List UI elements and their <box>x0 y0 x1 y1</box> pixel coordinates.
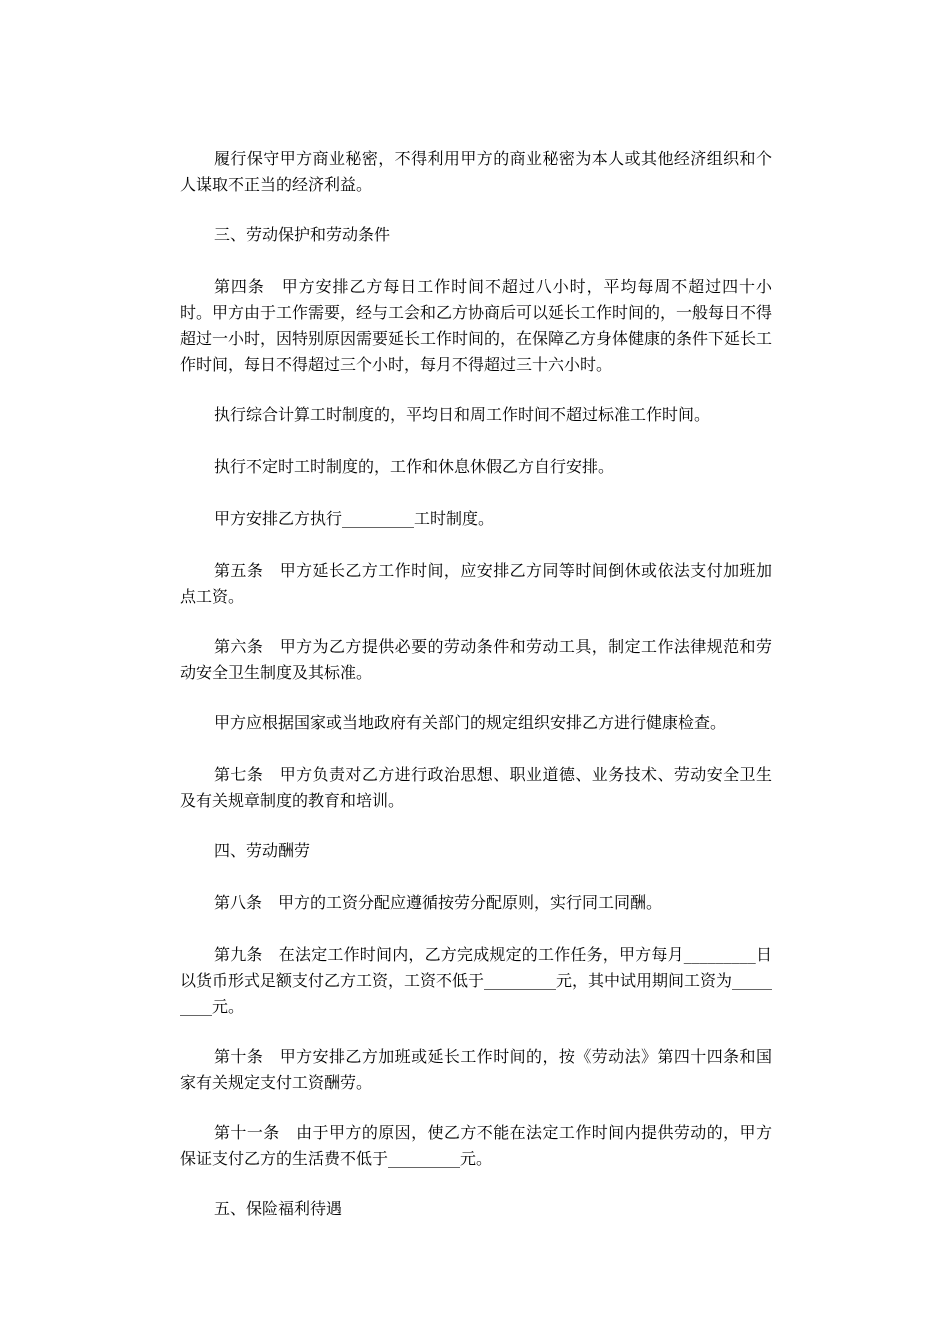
paragraph-article-11: 第十一条 由于甲方的原因，使乙方不能在法定工作时间内提供劳动的，甲方保证支付乙方的生活费不低于_________元。 <box>180 1123 772 1168</box>
paragraph-article-9: 第九条 在法定工作时间内，乙方完成规定的工作任务，甲方每月_________日以货币形式足额支付乙方工资，工资不低于_________元，其中试用期间工资为_________元。 <box>180 945 773 1016</box>
paragraph-hours-system: 甲方安排乙方执行_________工时制度。 <box>214 509 495 528</box>
paragraph-article-5: 第五条 甲方延长乙方工作时间，应安排乙方同等时间倒休或依法支付加班加点工资。 <box>180 561 772 606</box>
section-heading-remuneration: 四、劳动酬劳 <box>214 841 311 860</box>
section-heading-labor-protection: 三、劳动保护和劳动条件 <box>214 225 391 244</box>
section-heading-insurance-welfare: 五、保险福利待遇 <box>214 1199 343 1218</box>
document-page <box>180 146 772 1248</box>
paragraph-article-6: 第六条 甲方为乙方提供必要的劳动条件和劳动工具，制定工作法律规范和劳动安全卫生制度及其标准。 <box>180 637 772 682</box>
paragraph-flexible-hours: 执行不定时工时制度的，工作和休息休假乙方自行安排。 <box>214 457 615 476</box>
paragraph-article-7: 第七条 甲方负责对乙方进行政治思想、职业道德、业务技术、劳动安全卫生及有关规章制度的教育和培训。 <box>180 765 772 810</box>
paragraph-article-10: 第十条 甲方安排乙方加班或延长工作时间的，按《劳动法》第四十四条和国家有关规定支付工资酬劳。 <box>180 1047 772 1092</box>
paragraph-article-8: 第八条 甲方的工资分配应遵循按劳分配原则，实行同工同酬。 <box>214 893 663 912</box>
paragraph-comprehensive-hours: 执行综合计算工时制度的，平均日和周工作时间不超过标准工作时间。 <box>214 405 711 424</box>
paragraph-article-4: 第四条 甲方安排乙方每日工作时间不超过八小时，平均每周不超过四十小时。甲方由于工作需要，经与工会和乙方协商后可以延长工作时间的，一般每日不得超过一小时，因特别原因需要延长工作时间的，在保障乙方身体健康的条件下延长工作时间，每日不得超过三个小时，每月不得超过三十六小时。 <box>180 277 773 374</box>
paragraph-health-check: 甲方应根据国家或当地政府有关部门的规定组织安排乙方进行健康检查。 <box>214 713 727 732</box>
paragraph-confidentiality: 履行保守甲方商业秘密，不得利用甲方的商业秘密为本人或其他经济组织和个人谋取不正当的经济利益。 <box>180 149 772 194</box>
